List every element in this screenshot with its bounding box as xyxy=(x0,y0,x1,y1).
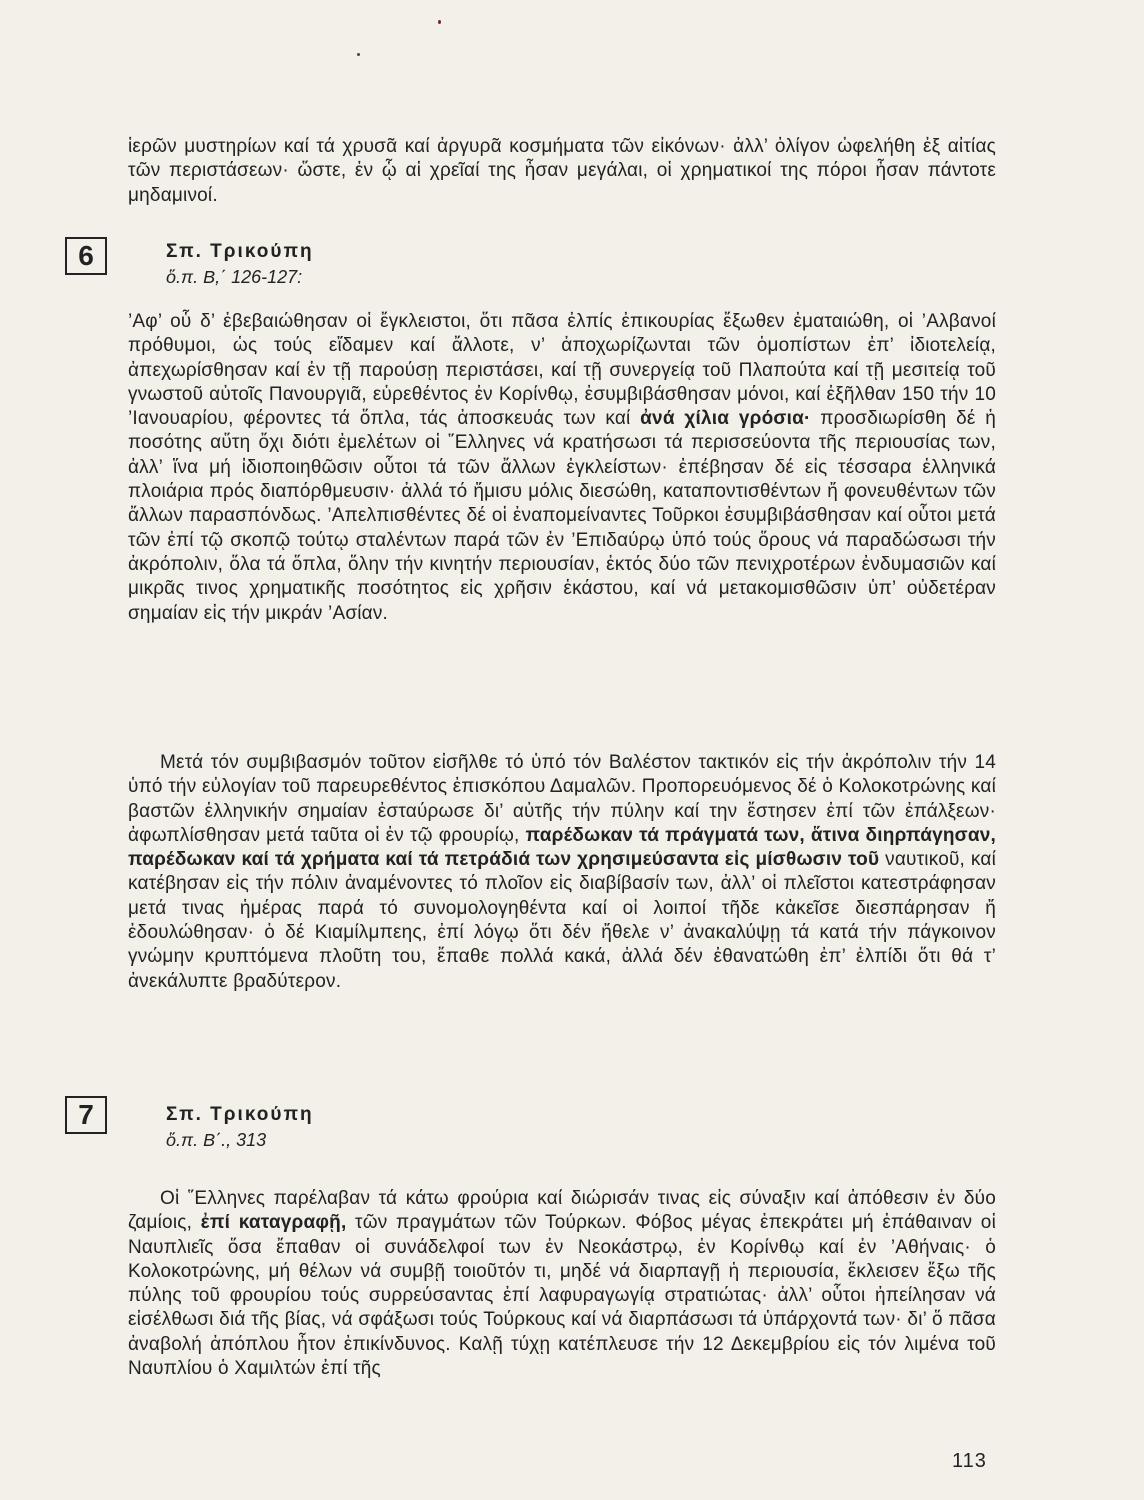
section-7-citation: ὅ.π. Β΄., 313 xyxy=(166,1130,267,1150)
section-6-paragraph-2-text-b: ναυτικοῦ, καί κατέβησαν εἰς τήν πόλιν ἀναμένοντες τό πλοῖον εἰς διαβίβασίν των, ἀλλ’ οἱ πλεῖστοι κατεστράφησαν μετά τινας ἡμέρας παρά τό συνομολογηθέντα καί οἱ λοιποί τῆδε κἀκεῖσε διεσπάρησαν ἤ ἐδουλώθησαν· ὁ δέ Κιαμίλμπεης, ἐπί λόγῳ ὅτι δέν ἤθελε ν’ ἀνακαλύψῃ τά κατά τήν πάγκοινον γνώμην κρυπτόμενα πλοῦτη του, ἔπαθε πολλά κακά, ἀλλά δέν ἐθανατώθη ἐπ’ ἐλπίδι ὅτι θά τ’ ἀνεκάλυπτε βραδύτερον. xyxy=(128,849,996,992)
section-7-paragraph-1-bold: ἐπί καταγραφῇ, xyxy=(200,1212,347,1234)
section-6-paragraph-1-bold: ἀνά χίλια γρόσια· xyxy=(640,408,811,430)
section-7-paragraph-1-text-b: τῶν πραγμάτων τῶν Τούρκων. Φόβος μέγας ἐπεκράτει μή ἐπάθαιναν οἱ Ναυπλιεῖς ὅσα ἔπαθαν οἱ συνάδελφοί των ἐν Νεοκάστρῳ, ἐν Κορίνθῳ καί ἐν ’Αθήναις· ὁ Κολοκοτρώνης, μή θέλων νά συμβῇ τοιοῦτόν τι, μηδέ νά διαρπαγῇ ἡ περιουσία, ἔκλεισεν ἔξω τῆς πύλης τοῦ φρουρίου τούς συρρεύσαντας ἐπί λαφυραγωγίᾳ στρατιώτας· ἀλλ’ οὗτοι ἠπείλησαν νά εἰσέλθωσι διά τῆς βίας, νά σφάξωσι τούς Τούρκους καί νά διαρπάσωσι τά ὑπάρχοντά των· δι’ ὅ πᾶσα ἀναβολή ἀπόπλου ἦτον ἐπικίνδυνος. Καλῇ τύχῃ κατέπλευσε τήν 12 Δεκεμβρίου εἰς τόν λιμένα τοῦ Ναυπλίου ὁ Χαμιλτών ἐπί τῆς xyxy=(128,1212,996,1380)
page-number: 113 xyxy=(952,1450,987,1472)
section-6-paragraph-2-bold: παρέδωκαν τά πράγματά των, ἅτινα διηρπάγησαν, παρέδωκαν καί τά χρήματα καί τά πετράδιά των χρησιμεύσαντα εἰς μίσθωσιν τοῦ xyxy=(128,824,996,871)
section-6-paragraph-1 xyxy=(128,310,996,626)
section-7-paragraph-1-text-a: Οἱ ῞Ελληνες παρέλαβαν τά κάτω φρούρια καί διώρισάν τινας εἰς σύναξιν καί ἀπόθεσιν ἐν δύο ζαμίοις, xyxy=(128,1188,996,1234)
section-6-paragraph-2 xyxy=(128,751,996,994)
section-7-paragraph-1 xyxy=(128,1187,996,1381)
stray-dot xyxy=(357,53,360,56)
intro-paragraph: ἱερῶν μυστηρίων καί τά χρυσᾶ καί ἀργυρᾶ κοσμήματα τῶν εἰκόνων· ἀλλ’ ὀλίγον ὠφελήθη ἐξ αἰτίας τῶν περιστάσεων· ὥστε, ἐν ᾧ αἱ χρεῖαί της ἦσαν μεγάλαι, οἱ χρηματικοί της πόροι ἦσαν πάντοτε μηδαμινοί. xyxy=(128,136,996,206)
section-6-heading xyxy=(166,241,866,289)
section-number-6: 6 xyxy=(65,237,107,275)
section-6-citation: ὅ.π. Β,΄ 126-127: xyxy=(166,267,303,287)
section-6-paragraph-2-text-a: Μετά τόν συμβιβασμόν τοῦτον εἰσῆλθε τό ὑπό τόν Βαλέστον τακτικόν εἰς τήν ἀκρόπολιν τήν 14 ὑπό τήν εὐλογίαν τοῦ παρευρεθέντος ἐπισκόπου Δαμαλῶν. Προπορευόμενος δέ ὁ Κολοκοτρώνης καί βαστῶν ἑλληνικήν σημαίαν ἐσταύρωσε δι’ αὐτῆς τήν πύλην καί την ἔστησεν ἐπί τῶν ἐπάλξεων· ἀφωπλίσθησαν μετά ταῦτα οἱ ἐν τῷ φρουρίῳ, xyxy=(128,752,996,846)
section-number-7: 7 xyxy=(65,1096,107,1134)
section-7-heading xyxy=(166,1104,866,1152)
stray-mark xyxy=(438,20,441,24)
section-6-paragraph-1-text-a: ’Αφ’ οὗ δ’ ἐβεβαιώθησαν οἱ ἔγκλειστοι, ὅτι πᾶσα ἐλπίς ἐπικουρίας ἔξωθεν ἐματαιώθη, οἱ ’Αλβανοί πρόθυμοι, ὡς τούς εἴδαμεν καί ἄλλοτε, ν’ ἀποχωρίζωνται τῶν ὁμοπίστων ἐπ’ ἰδιοτελείᾳ, ἀπεχωρίσθησαν καί ἐν τῇ παρούσῃ περιστάσει, καί τῇ συνεργείᾳ τοῦ Πλαπούτα καί τῇ μεσιτείᾳ τοῦ γνωστοῦ αὐτοῖς Πανουργιᾶ, εὑρεθέντος ἐν Κορίνθῳ, ἐσυμβιβάσθησαν μόνοι, καί ἐξῆλθαν 150 τήν 10 ’Ιανουαρίου, φέροντες τά ὅπλα, τάς ἀποσκευάς των καί xyxy=(128,311,996,430)
section-6-author: Σπ. Τρικούπη xyxy=(166,241,314,262)
section-6-paragraph-1-text-b: προσδιωρίσθη δέ ἡ ποσότης αὕτη ὄχι διότι ἐμελέτων οἱ ῞Ελληνες νά κρατήσωσι τά περισσεύοντα τῆς περιουσίας των, ἀλλ’ ἵνα μή ἰδιοποιηθῶσιν οὗτοι τά τῶν ἄλλων ἐγκλείστων· ἐπέβησαν δέ εἰς τέσσαρα ἑλληνικά πλοιάρια πρός διαπόρθμευσιν· ἀλλά τό ἥμισυ μόλις διεσώθη, καταποντισθέντων ἤ φονευθέντων τῶν ἄλλων παρασπόνδως. ’Απελπισθέντες δέ οἱ ἐναπομείναντες Τοῦρκοι ἐσυμβιβάσθησαν καί οὗτοι μετά τῶν ἐπί τῷ σκοπῷ τούτῳ σταλέντων παρά τῶν ἐν ’Επιδαύρῳ ὑπό τούς ὅρους νά παραδώσωσι τήν ἀκρόπολιν, ὅλα τά ὅπλα, ὅλην τήν κινητήν περιουσίαν, ἐκτός δύο τῶν πενιχροτέρων ἐνδυμασιῶν καί μικρᾶς τινος χρηματικῆς ποσότητος εἰς χρῆσιν ἑκάστου, καί νά μετακομισθῶσιν ὑπ’ οὐδετέραν σημαίαν εἰς τήν μικράν ’Ασίαν. xyxy=(128,408,997,624)
section-7-author: Σπ. Τρικούπη xyxy=(166,1104,314,1125)
